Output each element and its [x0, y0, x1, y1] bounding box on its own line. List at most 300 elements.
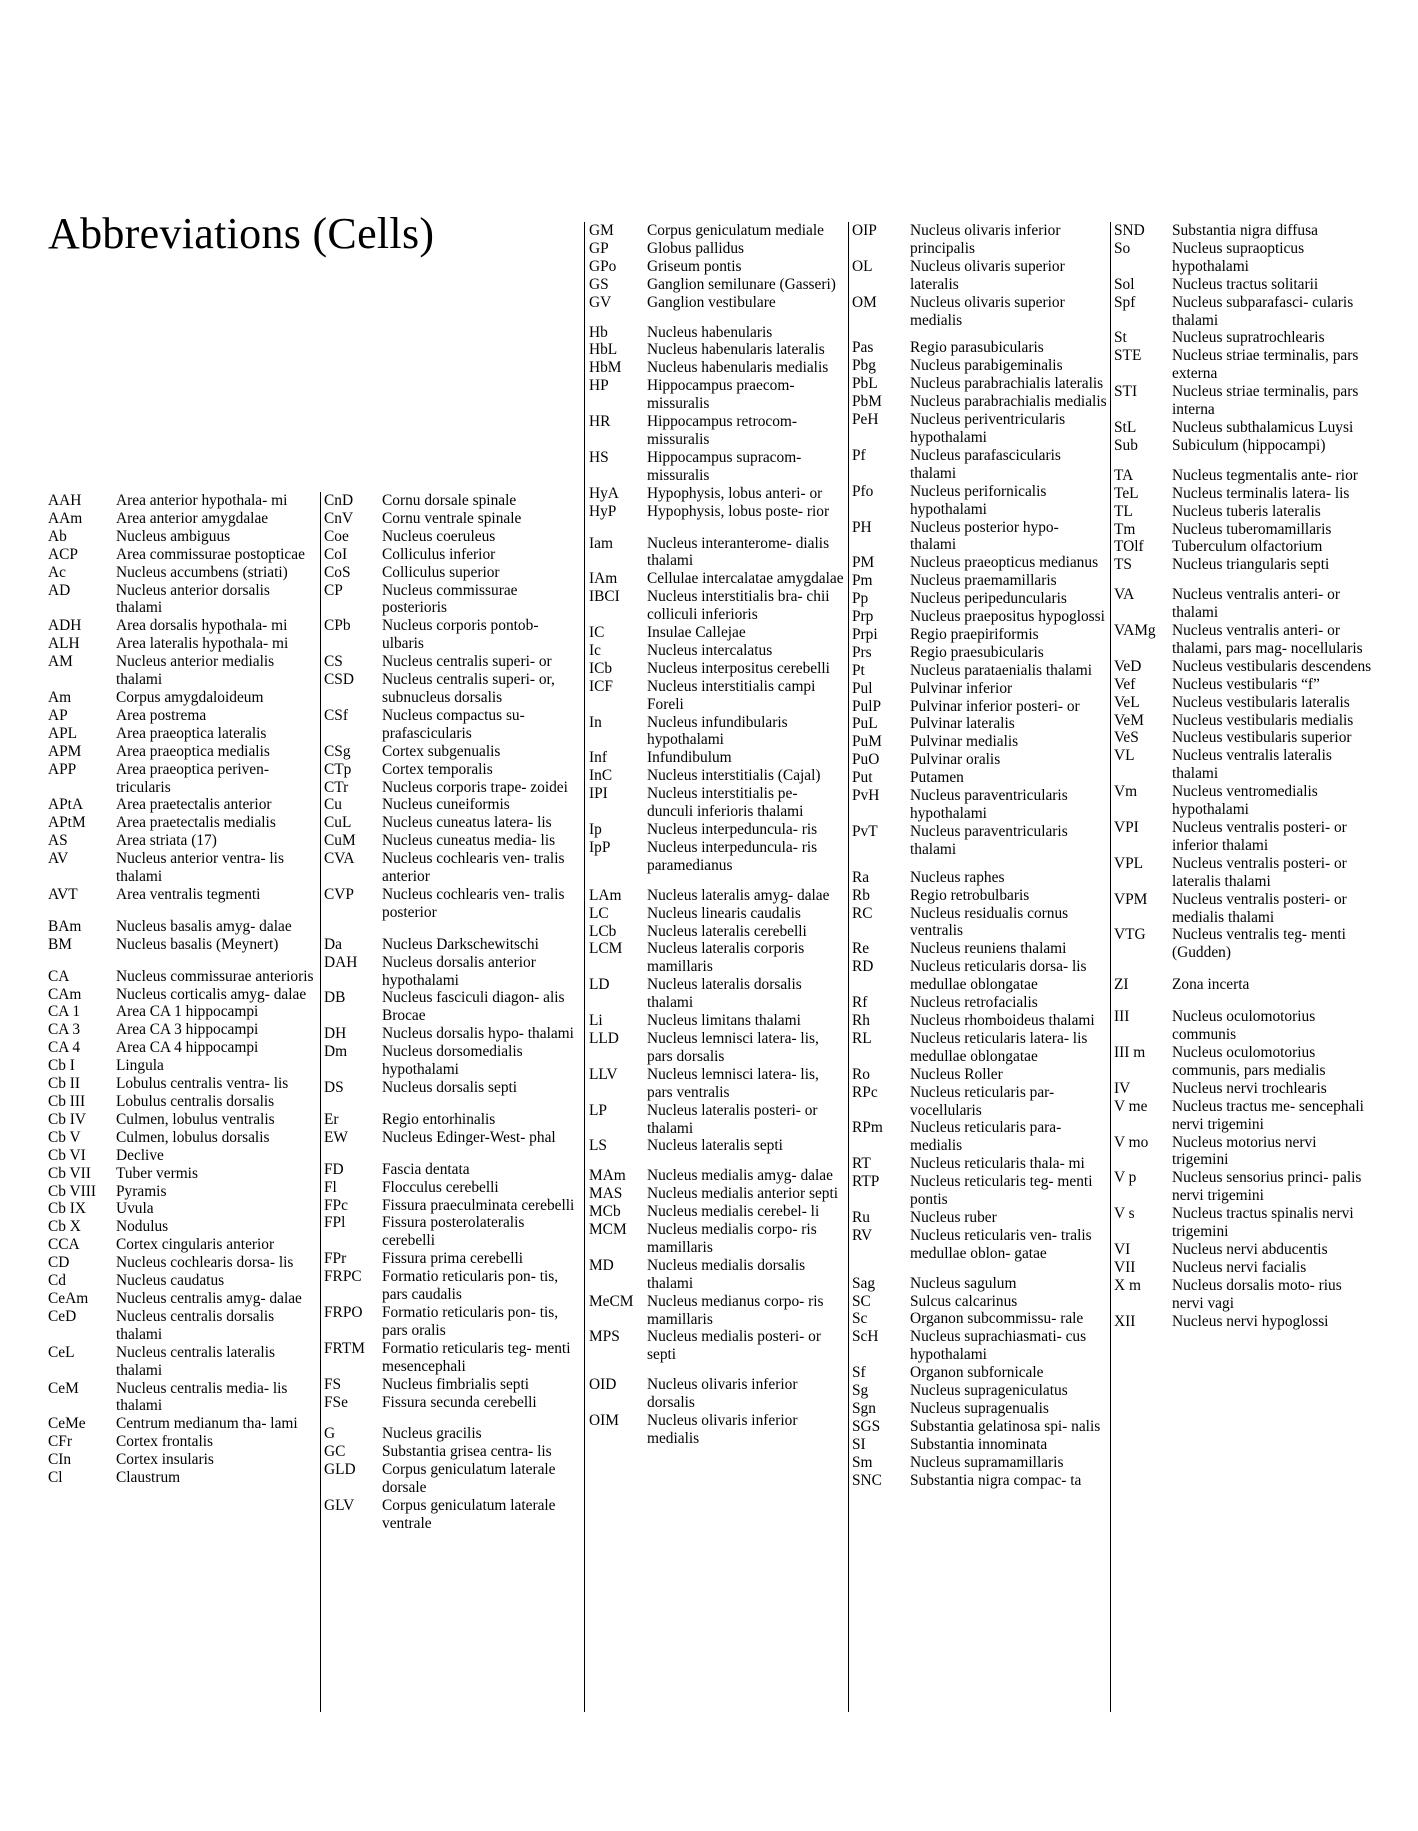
entry-term: Hippocampus praecom- missuralis: [647, 377, 795, 413]
glossary-entry: [589, 767, 845, 785]
entry-abbreviation: HbL: [589, 341, 618, 359]
entry-term: Nucleus medialis posteri- or septi: [647, 1328, 821, 1364]
entry-abbreviation: TA: [1114, 466, 1134, 484]
entry-abbreviation: Sub: [1114, 436, 1138, 454]
glossary-entry: [48, 546, 318, 564]
entry-abbreviation: GLV: [324, 1497, 355, 1515]
entry-term: Nucleus Edinger-West- phal: [382, 1128, 556, 1146]
glossary-entry: [324, 1179, 580, 1197]
glossary-entry: [852, 1293, 1108, 1311]
entry-abbreviation: LC: [589, 904, 609, 922]
glossary-entry: [1114, 1169, 1376, 1205]
glossary-entry: [852, 1364, 1108, 1382]
entry-term: Hypophysis, lobus anteri- or: [647, 484, 823, 502]
entry-abbreviation: CD: [48, 1254, 70, 1272]
entry-abbreviation: Prs: [852, 643, 872, 661]
entry-abbreviation: SI: [852, 1435, 866, 1453]
glossary-entry: [852, 1310, 1108, 1328]
entry-abbreviation: HyA: [589, 484, 619, 502]
entry-abbreviation: CIn: [48, 1451, 72, 1469]
glossary-column-1: [48, 0, 318, 1831]
entry-term: Nucleus corporis trape- zoidei: [382, 778, 568, 796]
entry-abbreviation: VPL: [1114, 854, 1144, 872]
entry-term: Area commissurae postopticae: [116, 545, 305, 563]
glossary-entry: [852, 1209, 1108, 1227]
entry-abbreviation: RTP: [852, 1173, 880, 1191]
entry-term: Nucleus ventralis anteri- or thalami: [1172, 586, 1340, 622]
glossary-entry: [852, 1454, 1108, 1472]
glossary-entry: [324, 1304, 580, 1340]
entry-spacer: [1114, 962, 1376, 976]
entry-term: Nucleus reticularis latera- lis medullae oblongatae: [910, 1029, 1088, 1065]
entry-abbreviation: MAS: [589, 1185, 623, 1203]
entry-term: Nucleus praeopticus medianus: [910, 554, 1099, 572]
entry-abbreviation: OL: [852, 257, 873, 275]
glossary-entry: [324, 1111, 580, 1129]
glossary-entry: [852, 994, 1108, 1012]
entry-abbreviation: APM: [48, 742, 82, 760]
entry-term: Nucleus dorsalis septi: [382, 1079, 518, 1096]
entry-abbreviation: SC: [852, 1292, 871, 1310]
entry-term: Nucleus compactus su- prafascicularis: [382, 706, 525, 742]
entry-abbreviation: PeH: [852, 411, 879, 429]
entry-abbreviation: III: [1114, 1008, 1130, 1026]
entry-abbreviation: VL: [1114, 747, 1135, 765]
entry-abbreviation: Pfo: [852, 482, 874, 500]
glossary-entry: [1114, 1241, 1376, 1259]
entry-abbreviation: RPc: [852, 1083, 878, 1101]
glossary-entry: [324, 528, 580, 546]
entry-term: Nucleus medialis amyg- dalae: [647, 1167, 833, 1185]
glossary-entry: [1114, 419, 1376, 437]
entry-abbreviation: AAm: [48, 509, 83, 527]
entry-abbreviation: Pt: [852, 661, 865, 679]
glossary-entry: [1114, 467, 1376, 485]
entry-abbreviation: RC: [852, 904, 873, 922]
glossary-entry: [48, 635, 318, 653]
glossary-entry: [1114, 747, 1376, 783]
glossary-entry: [1114, 783, 1376, 819]
entry-spacer: [48, 904, 318, 918]
entry-term: Nucleus tuberis lateralis: [1172, 502, 1321, 520]
entry-abbreviation: Da: [324, 935, 342, 953]
glossary-entry: [852, 787, 1108, 823]
entry-abbreviation: LD: [589, 976, 610, 994]
entry-abbreviation: ALH: [48, 635, 80, 653]
entry-abbreviation: CeMe: [48, 1415, 86, 1433]
entry-term: Insulae Callejae: [647, 624, 746, 642]
entry-term: Nucleus interstitialis bra- chii colliculi inferioris: [647, 588, 830, 624]
entry-abbreviation: OID: [589, 1376, 617, 1394]
entry-term: Nucleus habenularis lateralis: [647, 341, 825, 359]
glossary-entry: [48, 986, 318, 1004]
glossary-entry: [589, 749, 845, 767]
entry-term: Nucleus habenularis: [647, 323, 773, 341]
entry-abbreviation: IAm: [589, 570, 618, 588]
glossary-entry: [48, 832, 318, 850]
entry-abbreviation: Sg: [852, 1382, 869, 1400]
entry-abbreviation: ZI: [1114, 976, 1129, 994]
glossary-entry: [324, 954, 580, 990]
entry-abbreviation: AS: [48, 832, 68, 850]
glossary-entry: [324, 582, 580, 618]
entry-abbreviation: CeD: [48, 1307, 77, 1325]
entry-term: Nucleus olivaris superior medialis: [910, 293, 1065, 329]
glossary-entry: [324, 1268, 580, 1304]
entry-abbreviation: VeL: [1114, 693, 1140, 711]
entry-term: Nucleus residualis cornus ventralis: [910, 904, 1069, 940]
entry-term: Nucleus tegmentalis ante- rior: [1172, 466, 1358, 484]
entry-abbreviation: St: [1114, 329, 1127, 347]
entry-term: Regio entorhinalis: [382, 1110, 496, 1128]
glossary-entry: [48, 1129, 318, 1147]
glossary-column-2: [324, 0, 580, 1831]
entry-term: Nucleus olivaris inferior dorsalis: [647, 1376, 798, 1412]
entry-abbreviation: OIP: [852, 222, 877, 239]
entry-abbreviation: HbM: [589, 359, 622, 377]
glossary-entry: [324, 1497, 580, 1533]
glossary-entry: [589, 1412, 845, 1448]
glossary-entry: [48, 510, 318, 528]
entry-abbreviation: Pp: [852, 590, 869, 608]
glossary-entry: [324, 1461, 580, 1497]
entry-term: Nucleus supratrochlearis: [1172, 329, 1325, 347]
glossary-entry: [48, 1183, 318, 1201]
glossary-entry: [48, 1433, 318, 1451]
entry-abbreviation: HR: [589, 413, 611, 431]
entry-term: Putamen: [910, 769, 964, 787]
glossary-entry: [324, 779, 580, 797]
entry-abbreviation: Inf: [589, 749, 607, 767]
glossary-entry: [589, 258, 845, 276]
entry-abbreviation: CeL: [48, 1343, 75, 1361]
entry-spacer: [852, 1263, 1108, 1275]
entry-term: Uvula: [116, 1200, 154, 1218]
entry-abbreviation: VA: [1114, 586, 1135, 604]
entry-term: Nucleus cochlearis dorsa- lis: [116, 1254, 294, 1272]
glossary-entry: [48, 918, 318, 936]
glossary-entry: [589, 1185, 845, 1203]
glossary-entry: [852, 626, 1108, 644]
glossary-entry: [589, 940, 845, 976]
entry-abbreviation: Cb VIII: [48, 1182, 97, 1200]
entry-abbreviation: X m: [1114, 1276, 1141, 1294]
entry-abbreviation: CSf: [324, 706, 348, 724]
glossary-entry: [852, 1275, 1108, 1293]
entry-term: Cornu dorsale spinale: [382, 492, 517, 509]
entry-abbreviation: ScH: [852, 1328, 879, 1346]
glossary-entry: [48, 1039, 318, 1057]
glossary-entry: [589, 887, 845, 905]
entry-abbreviation: CSg: [324, 742, 351, 760]
glossary-entry: [589, 276, 845, 294]
entry-term: Zona incerta: [1172, 976, 1250, 994]
entry-term: Nucleus lateralis amyg- dalae: [647, 886, 830, 904]
glossary-entry: [852, 905, 1108, 941]
glossary-entry: [1114, 329, 1376, 347]
entry-term: Griseum pontis: [647, 257, 742, 275]
entry-term: Nucleus anterior dorsalis thalami: [116, 581, 270, 617]
entry-abbreviation: Pul: [852, 679, 873, 697]
entry-abbreviation: CTp: [324, 760, 352, 778]
glossary-column-3: [589, 0, 845, 1831]
entry-term: Formatio reticularis pon- tis, pars oralis: [382, 1303, 559, 1339]
glossary-entry: [324, 796, 580, 814]
entry-abbreviation: CnV: [324, 509, 354, 527]
glossary-entry: [324, 1043, 580, 1079]
glossary-entry: [324, 832, 580, 850]
glossary-entry: [589, 449, 845, 485]
entry-abbreviation: PM: [852, 554, 875, 572]
glossary-entry: [589, 1328, 845, 1364]
entry-term: Nucleus tuberomamillaris: [1172, 520, 1332, 538]
entry-abbreviation: APL: [48, 724, 78, 742]
entry-term: Nucleus centralis media- lis thalami: [116, 1379, 288, 1415]
entry-term: Nucleus lemnisci latera- lis, pars dorsalis: [647, 1029, 819, 1065]
entry-term: Area lateralis hypothala- mi: [116, 635, 289, 653]
entry-abbreviation: LAm: [589, 886, 622, 904]
entry-abbreviation: CCA: [48, 1236, 80, 1254]
entry-term: Nucleus fimbrialis septi: [382, 1375, 530, 1393]
entry-abbreviation: MPS: [589, 1328, 620, 1346]
entry-term: Nucleus ventralis anteri- or thalami, pars mag- nocellularis: [1172, 622, 1363, 657]
entry-term: Nucleus interpeduncula- ris paramedianus: [647, 838, 818, 874]
glossary-entry: [589, 714, 845, 750]
entry-spacer: [324, 922, 580, 936]
entry-abbreviation: APtM: [48, 814, 86, 832]
entry-term: Tuber vermis: [116, 1164, 198, 1182]
glossary-entry: [1114, 1134, 1376, 1170]
entry-term: Nucleus dorsalis moto- rius nervi vagi: [1172, 1276, 1342, 1312]
entry-term: Nucleus medianus corpo- ris mamillaris: [647, 1292, 824, 1328]
entry-term: Nucleus lemnisci latera- lis, pars ventralis: [647, 1065, 819, 1101]
entry-spacer: [1114, 994, 1376, 1008]
entry-term: Culmen, lobulus dorsalis: [116, 1128, 270, 1146]
glossary-entry: [589, 1012, 845, 1030]
entry-spacer: [1114, 574, 1376, 586]
glossary-entry: [852, 1084, 1108, 1120]
entry-abbreviation: StL: [1114, 418, 1137, 436]
entry-abbreviation: Coe: [324, 527, 349, 545]
glossary-entry: [852, 554, 1108, 572]
glossary-entry: [1114, 1008, 1376, 1044]
entry-term: Cortex insularis: [116, 1451, 214, 1469]
entry-abbreviation: Vef: [1114, 675, 1136, 693]
entry-term: Nucleus interpeduncula- ris: [647, 821, 818, 838]
glossary-entry: [852, 1472, 1108, 1490]
entry-term: Nucleus praepositus hypoglossi: [910, 608, 1105, 626]
glossary-entry: [48, 1236, 318, 1254]
glossary-entry: [324, 814, 580, 832]
entry-abbreviation: Spf: [1114, 293, 1136, 311]
entry-abbreviation: VII: [1114, 1258, 1136, 1276]
glossary-entry: [48, 886, 318, 904]
entry-abbreviation: VeS: [1114, 729, 1139, 747]
glossary-entry: [324, 1161, 580, 1179]
entry-abbreviation: Put: [852, 769, 873, 787]
glossary-entry: [852, 608, 1108, 626]
entry-abbreviation: ACP: [48, 545, 78, 563]
entry-term: Nucleus lateralis cerebelli: [647, 922, 807, 940]
entry-term: Nucleus ambiguus: [116, 527, 231, 545]
entry-term: Pulvinar oralis: [910, 751, 1001, 769]
entry-term: Nucleus olivaris inferior medialis: [647, 1412, 798, 1447]
entry-abbreviation: AM: [48, 653, 73, 671]
entry-abbreviation: In: [589, 713, 602, 731]
glossary-entry: [852, 698, 1108, 716]
entry-term: Nucleus triangularis septi: [1172, 556, 1330, 574]
entry-term: Fascia dentata: [382, 1160, 470, 1178]
entry-abbreviation: IC: [589, 624, 605, 642]
entry-term: Ganglion semilunare (Gasseri): [647, 275, 836, 293]
entry-term: Nucleus linearis caudalis: [647, 904, 801, 922]
glossary-entry: [48, 1415, 318, 1433]
glossary-entry: [589, 660, 845, 678]
entry-term: Nucleus centralis superi- or: [382, 653, 552, 671]
entry-abbreviation: Prpi: [852, 625, 878, 643]
entry-abbreviation: PuL: [852, 715, 878, 733]
entry-term: Organon subfornicale: [910, 1364, 1044, 1382]
entry-abbreviation: IPI: [589, 785, 608, 803]
glossary-entry: [589, 839, 845, 875]
entry-term: Nodulus: [116, 1218, 169, 1236]
glossary-entry: [852, 940, 1108, 958]
entry-abbreviation: Dm: [324, 1043, 348, 1061]
glossary-entry: [589, 624, 845, 642]
entry-term: Nucleus commissurae anterioris: [116, 967, 314, 985]
entry-spacer: [48, 954, 318, 968]
entry-term: Claustrum: [116, 1469, 181, 1487]
entry-abbreviation: Prp: [852, 608, 874, 626]
entry-abbreviation: Ip: [589, 821, 602, 838]
glossary-entry: [48, 1200, 318, 1218]
entry-abbreviation: Am: [48, 688, 72, 706]
entry-term: Nucleus cuneatus media- lis: [382, 832, 556, 850]
entry-term: Area anterior amygdalae: [116, 509, 269, 527]
entry-abbreviation: Cu: [324, 796, 342, 814]
entry-term: Infundibulum: [647, 749, 732, 767]
entry-term: Fissura prima cerebelli: [382, 1250, 524, 1268]
entry-term: Area dorsalis hypothala- mi: [116, 617, 288, 635]
entry-abbreviation: Rb: [852, 886, 870, 904]
entry-term: Nucleus posterior hypo- thalami: [910, 518, 1059, 554]
glossary-entry: [589, 1376, 845, 1412]
glossary-entry: [324, 707, 580, 743]
entry-abbreviation: FD: [324, 1160, 344, 1178]
glossary-entry: [589, 976, 845, 1012]
glossary-entry: [852, 1119, 1108, 1155]
entry-term: Nucleus raphes: [910, 868, 1005, 886]
entry-term: Nucleus paraventricularis thalami: [910, 822, 1068, 858]
entry-abbreviation: Cl: [48, 1469, 63, 1487]
glossary-entry: [324, 850, 580, 886]
glossary-entry: [589, 535, 845, 571]
glossary-entry: [1114, 437, 1376, 455]
entry-term: Nucleus dorsalis anterior hypothalami: [382, 953, 536, 989]
glossary-entry: [1114, 294, 1376, 330]
entry-term: Pulvinar lateralis: [910, 715, 1015, 733]
entry-term: Cellulae intercalatae amygdalae: [647, 570, 844, 588]
entry-term: Globus pallidus: [647, 239, 745, 257]
glossary-entry: [324, 1214, 580, 1250]
glossary-entry: [324, 1197, 580, 1215]
entry-term: Substantia grisea centra- lis: [382, 1443, 552, 1461]
entry-spacer: [324, 1147, 580, 1161]
entry-term: Regio praepiriformis: [910, 625, 1039, 643]
entry-abbreviation: MCb: [589, 1203, 621, 1221]
entry-spacer: [589, 312, 845, 324]
entry-abbreviation: V s: [1114, 1205, 1135, 1223]
glossary-entry: [324, 1250, 580, 1268]
entry-term: Nucleus lateralis septi: [647, 1137, 783, 1155]
glossary-entry: [48, 1147, 318, 1165]
entry-term: Formatio reticularis pon- tis, pars caudalis: [382, 1268, 559, 1304]
entry-spacer: [852, 859, 1108, 869]
entry-abbreviation: APP: [48, 760, 77, 778]
entry-term: Nucleus sensorius princi- palis nervi trigemini: [1172, 1169, 1362, 1205]
glossary-entry: [1114, 926, 1376, 962]
entry-spacer: [589, 521, 845, 535]
glossary-entry: [1114, 891, 1376, 927]
entry-abbreviation: PvH: [852, 787, 880, 805]
entry-abbreviation: LP: [589, 1101, 607, 1119]
entry-abbreviation: Cb VI: [48, 1146, 86, 1164]
entry-term: Nucleus medialis dorsalis thalami: [647, 1256, 806, 1292]
entry-term: Ganglion vestibulare: [647, 293, 776, 311]
entry-term: Cortex temporalis: [382, 760, 493, 778]
entry-abbreviation: CnD: [324, 492, 354, 509]
entry-term: Nucleus ventralis lateralis thalami: [1172, 747, 1332, 783]
entry-term: Substantia gelatinosa spi- nalis: [910, 1417, 1101, 1435]
entry-term: Nucleus supramamillaris: [910, 1453, 1064, 1471]
entry-abbreviation: III m: [1114, 1043, 1146, 1061]
entry-abbreviation: Ra: [852, 868, 870, 886]
entry-abbreviation: GLD: [324, 1461, 356, 1479]
entry-term: Nucleus oculomotorius communis: [1172, 1008, 1316, 1044]
entry-abbreviation: FRPC: [324, 1268, 362, 1286]
entry-term: Nucleus vestibularis medialis: [1172, 711, 1354, 729]
glossary-entry: [48, 1093, 318, 1111]
entry-abbreviation: LLD: [589, 1029, 619, 1047]
entry-abbreviation: CS: [324, 653, 343, 671]
entry-term: Nucleus basalis amyg- dalae: [116, 917, 292, 935]
entry-abbreviation: HS: [589, 448, 609, 466]
entry-abbreviation: Pf: [852, 446, 866, 464]
entry-term: Nucleus gracilis: [382, 1425, 482, 1443]
entry-term: Culmen, lobulus ventralis: [116, 1110, 275, 1128]
entry-abbreviation: HyP: [589, 502, 617, 520]
entry-abbreviation: CVP: [324, 885, 354, 903]
entry-term: Nucleus sagulum: [910, 1274, 1017, 1292]
entry-abbreviation: LLV: [589, 1065, 618, 1083]
glossary-entry: [324, 1129, 580, 1147]
entry-abbreviation: MeCM: [589, 1292, 634, 1310]
glossary-entry: [1114, 240, 1376, 276]
entry-abbreviation: RT: [852, 1155, 871, 1173]
glossary-entry: [1114, 855, 1376, 891]
entry-term: Nucleus centralis amyg- dalae: [116, 1289, 302, 1307]
glossary-entry: [48, 653, 318, 689]
entry-term: Nucleus intercalatus: [647, 641, 773, 659]
glossary-entry: [589, 1221, 845, 1257]
glossary-entry: [852, 662, 1108, 680]
entry-abbreviation: PvT: [852, 822, 878, 840]
entry-term: Lobulus centralis ventra- lis: [116, 1075, 289, 1093]
entry-abbreviation: LS: [589, 1137, 607, 1155]
entry-term: Nucleus suprachiasmati- cus hypothalami: [910, 1328, 1087, 1364]
glossary-entry: [589, 359, 845, 377]
entry-term: Nucleus medialis corpo- ris mamillaris: [647, 1221, 817, 1256]
